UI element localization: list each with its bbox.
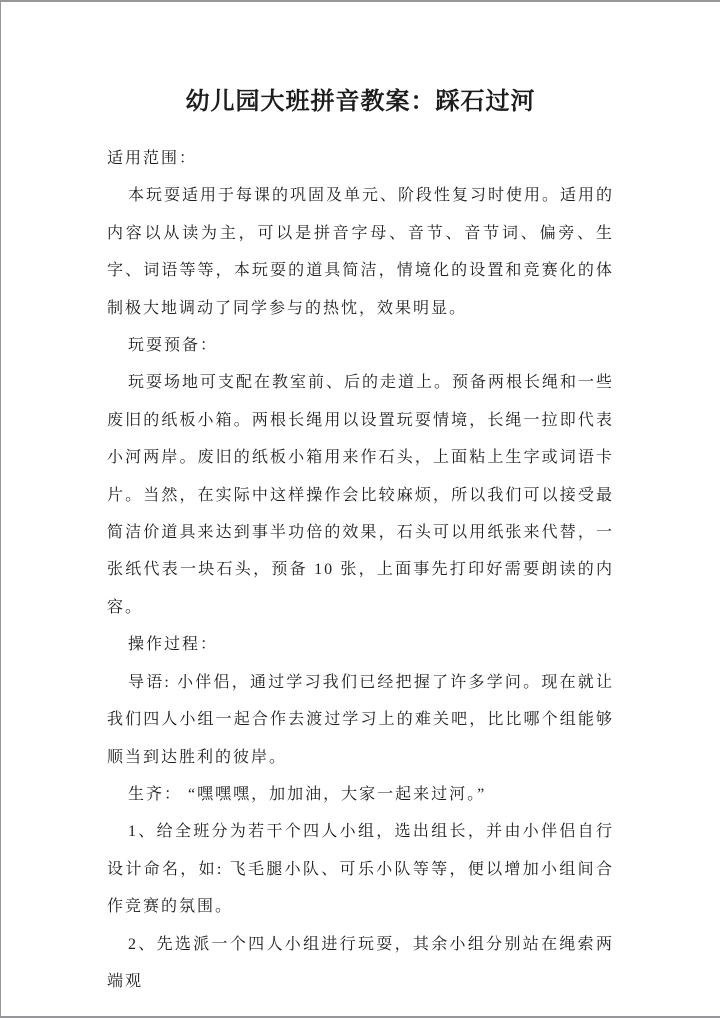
paragraph-preparation-body: 玩耍场地可支配在教室前、后的走道上。预备两根长绳和一些废旧的纸板小箱。两根长绳用以设置玩耍情境，长绳一拉即代表小河两岸。废旧的纸板小箱用来作石头，上面粘上生字或词语卡片。当然，在实际中这样操作会比较麻烦，所以我们可以接受最简洁价道具来达到事半功倍的效果，石头可以用纸张来代替，一张纸代表一块石头，预备 10 张，上面事先打印好需要朗读的内容。 [107,374,615,616]
paragraph-step-2: 2、先选派一个四人小组进行玩耍，其余小组分别站在绳索两端观 [107,935,614,990]
paragraph-teacher-intro: 导语: 小伴侣，通过学习我们已经把握了许多学问。现在就让我们四人小组一起合作去渡过学习上的难关吧，比比哪个组能够顺当到达胜利的彼岸。 [107,673,614,766]
section-heading-preparation: 玩耍预备： [128,337,219,355]
document-content [1,2,720,1000]
paragraph-scope-body: 本玩耍适用于每课的巩固及单元、阶段性复习时使用。适用的内容以从读为主，可以是拼音字母、音节、音节词、偏旁、生字、词语等等，本玩耍的道具简洁，情境化的设置和竞赛化的体制极大地调动了同学参与的热忱，效果明显。 [107,187,615,317]
paragraph-students-chant: 生齐： “嘿嘿嘿，加加油，大家一起来过河。” [128,785,487,803]
section-heading-scope: 适用范围： [107,150,198,167]
document-title: 幼儿园大班拼音教案：踩石过河 [185,89,536,115]
section-heading-procedure: 操作过程： [128,636,219,654]
paragraph-step-1: 1、给全班分为若干个四人小组，选出组长，并由小伴侣自行设计命名，如: 飞毛腿小队、可乐小队等等，便以增加小组间合作竞赛的氛围。 [107,823,614,916]
